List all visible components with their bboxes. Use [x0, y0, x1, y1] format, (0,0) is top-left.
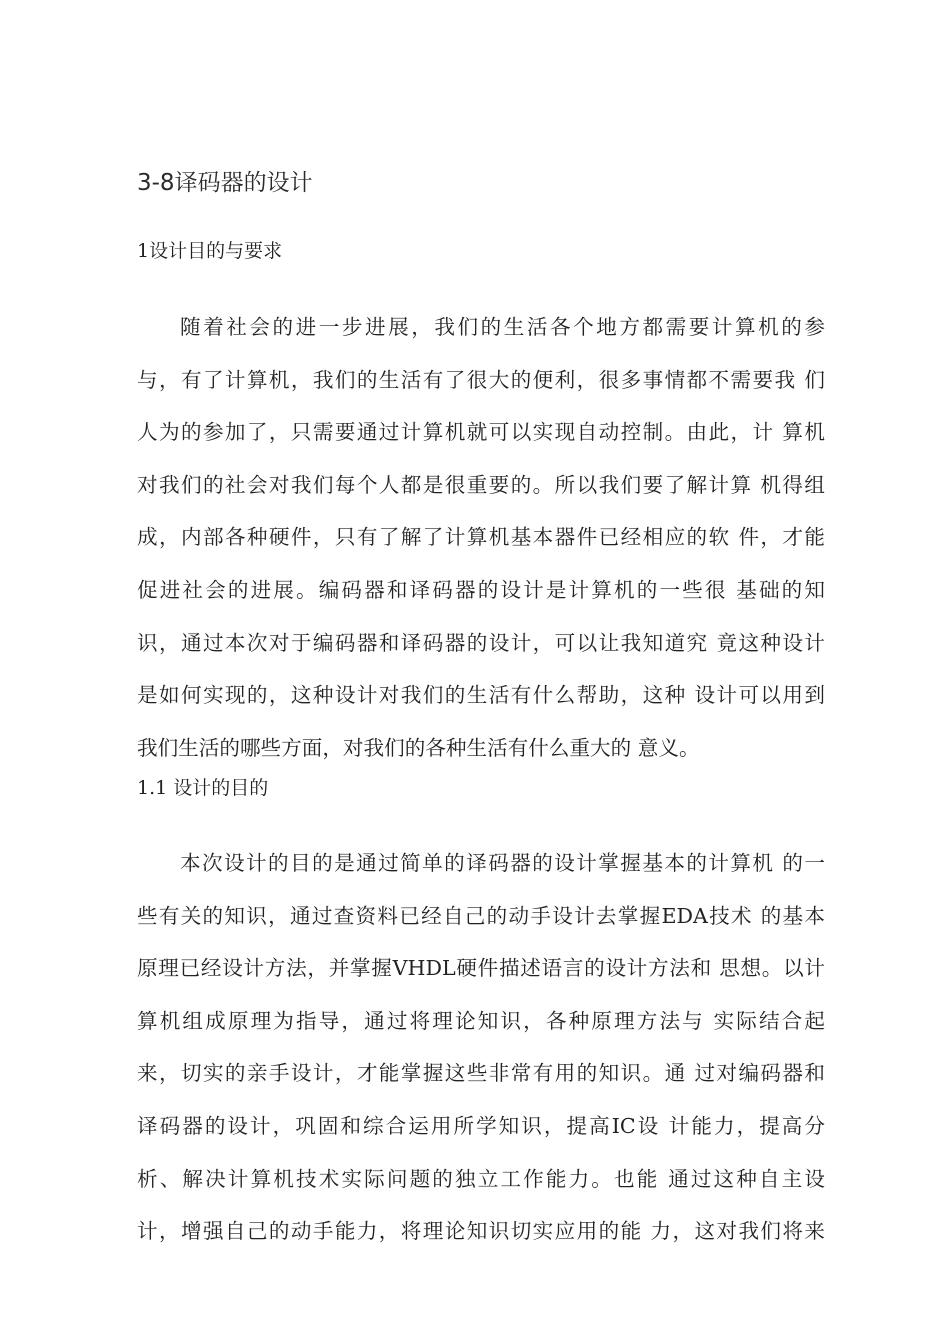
section-1-paragraph	[137, 307, 825, 780]
paragraph-line: 随着社会的进一步进展，我们的生活各个地方都需要计算机的参	[180, 315, 825, 339]
paragraph-line: 人为的参加了，只需要通过计算机就可以实现自动控制。由此，计 算机	[137, 420, 825, 445]
section-heading-1: 1设计目的与要求	[137, 240, 283, 262]
paragraph-line: 析、解决计算机技术实际问题的独立工作能力。也能 通过这种自主设	[137, 1166, 825, 1191]
paragraph-line: 译码器的设计，巩固和综合运用所学知识，提高IC设 计能力，提高分	[137, 1113, 825, 1138]
paragraph-line: 计，增强自己的动手能力，将理论知识切实应用的能 力，这对我们将来	[137, 1219, 825, 1244]
paragraph-line: 些有关的知识，通过查资料已经自己的动手设计去掌握EDA技术 的基本	[137, 903, 825, 928]
paragraph-line: 识，通过本次对于编码器和译码器的设计，可以让我知道究 竟这种设计	[137, 630, 825, 655]
paragraph-line: 与，有了计算机，我们的生活有了很大的便利，很多事情都不需要我 们	[137, 367, 825, 392]
paragraph-line: 成，内部各种硬件，只有了解了计算机基本器件已经相应的软 件，才能	[137, 525, 825, 550]
paragraph-line: 本次设计的目的是通过简单的译码器的设计掌握基本的计算机 的一	[180, 851, 825, 875]
paragraph-line: 原理已经设计方法，并掌握VHDL硬件描述语言的设计方法和 思想。以计	[137, 956, 825, 981]
document-title: 3-8译码器的设计	[137, 170, 313, 196]
paragraph-line: 促进社会的进展。编码器和译码器的设计是计算机的一些很 基础的知	[137, 577, 825, 602]
section-1-1-paragraph	[137, 843, 825, 1264]
paragraph-line: 算机组成原理为指导，通过将理论知识，各种原理方法与 实际结合起	[137, 1008, 825, 1033]
paragraph-line: 是如何实现的，这种设计对我们的生活有什么帮助，这种 设计可以用到	[137, 683, 825, 708]
paragraph-line: 来，切实的亲手设计，才能掌握这些非常有用的知识。通 过对编码器和	[137, 1061, 825, 1086]
section-heading-1-1: 1.1 设计的目的	[137, 777, 269, 799]
paragraph-line: 我们生活的哪些方面，对我们的各种生活有什么重大的 意义。	[137, 735, 700, 760]
paragraph-line: 对我们的社会对我们每个人都是很重要的。所以我们要了解计算 机得组	[137, 472, 825, 497]
